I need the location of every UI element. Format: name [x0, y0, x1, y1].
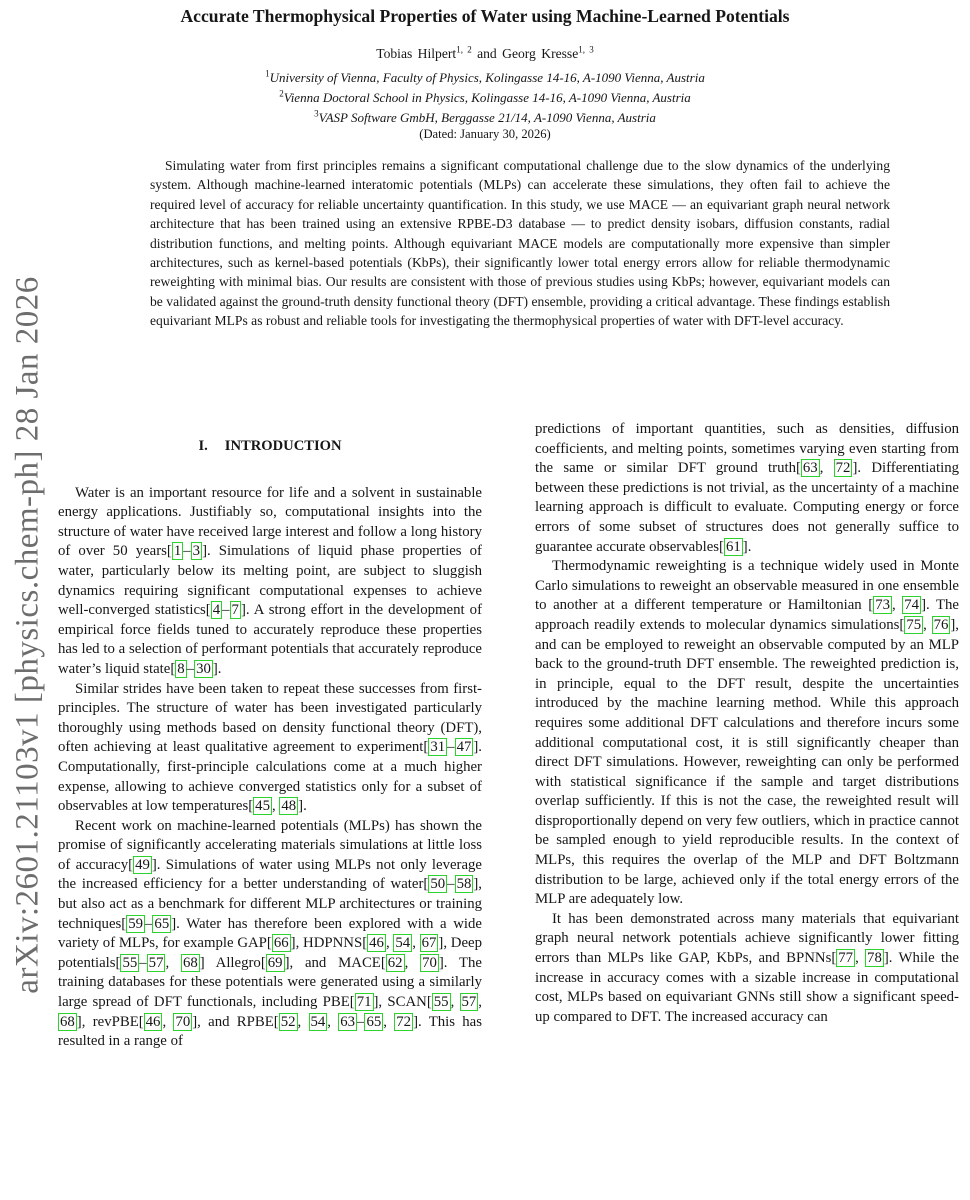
citation-link[interactable]: 71 [356, 994, 372, 1011]
citation-link[interactable]: 67 [421, 935, 437, 952]
citation-link[interactable]: 76 [933, 616, 949, 633]
affiliation-text: University of Vienna, Faculty of Physics, Kolingasse 14-16, A-1090 Vienna, Austria [269, 70, 705, 85]
section-title: INTRODUCTION [224, 438, 342, 454]
author-name: Georg Kresse [502, 46, 579, 61]
citation-link[interactable]: 7 [231, 602, 239, 619]
affiliations [0, 68, 970, 127]
citation-link[interactable]: 54 [395, 935, 411, 952]
citation-link[interactable]: 55 [433, 994, 449, 1011]
citation-link[interactable]: 58 [456, 876, 472, 893]
body-paragraph: Recent work on machine-learned potentials (MLPs) has shown the promise of significantly accelerating materials simulations at little loss of accuracy[ 49 ]. Simulations of water using MLPs not only leverage the increased efficiency for a better understanding of water[ 50 – 58 ], but also act as a benchmark for different MLP architectures or training techniques[ 59 – 65 ]. Water has therefore been explored with a wide variety of MLPs, for example GAP[ 66 ], HDPNNS[ 46 , 54 , 67 ], Deep potentials[ 55 – 57 , 68 ] Allegro[ 69 ], and MACE[ 62 , 70 ]. The training databases for these potentials were generated using a similarly large spread of DFT functionals, including PBE[ 71 ], SCAN[ 55 , 57 , 68 ], revPBE[ 46 , 70 ], and RPBE[ 52 , 54 , 63 – 65 , 72 ]. This has resulted in a range of [58, 817, 483, 1050]
affiliation-text: Vienna Doctoral School in Physics, Kolingasse 14-16, A-1090 Vienna, Austria [283, 89, 691, 105]
citation-link[interactable]: 77 [838, 950, 854, 967]
right-column [535, 420, 959, 1027]
citation-link[interactable]: 47 [456, 739, 472, 756]
citation-link[interactable]: 62 [387, 954, 403, 971]
citation-link[interactable]: 48 [281, 798, 297, 815]
citation-link[interactable]: 73 [875, 597, 890, 614]
citation-link[interactable]: 50 [430, 876, 446, 893]
section-heading [58, 437, 482, 457]
authors-line: Tobias Hilpert$^{1, 2}$ and Georg Kresse$^{1, 3}$ [376, 44, 594, 61]
citation-link[interactable]: 49 [135, 856, 150, 873]
author-name: Tobias Hilpert [376, 46, 457, 61]
citation-link[interactable]: 8 [177, 660, 185, 677]
paper-title: Accurate Thermophysical Properties of Water using Machine-Learned Potentials [180, 6, 790, 26]
citation-link[interactable]: 72 [396, 1013, 412, 1030]
citation-link[interactable]: 55 [122, 954, 138, 971]
citation-link[interactable]: 65 [366, 1013, 382, 1030]
citation-link[interactable]: 46 [145, 1013, 161, 1030]
citation-link[interactable]: 70 [422, 954, 437, 971]
citation-link[interactable]: 72 [835, 460, 851, 477]
citation-link[interactable]: 74 [904, 597, 920, 614]
affiliation-marker: 2 [279, 88, 284, 99]
citation-link[interactable]: 3 [192, 543, 201, 560]
citation-link[interactable]: 63 [340, 1013, 356, 1030]
author-affiliation-marker: 1, 2 [456, 44, 472, 55]
citation-link[interactable]: 70 [175, 1013, 191, 1030]
left-column-paragraphs [58, 484, 482, 1052]
citation-link[interactable]: 46 [369, 935, 384, 952]
citation-link[interactable]: 69 [267, 954, 283, 971]
affiliation-marker: 3 [314, 108, 319, 119]
section-number: I. [198, 438, 208, 454]
affiliation-line [0, 108, 970, 128]
citation-link[interactable]: 4 [212, 602, 221, 619]
body-paragraph: Water is an important resource for life and a solvent in sustainable energy applications. Justifiably so, computational insights into the structure of water have received large interest and follow a long history of over 50 years[ 1 – 3 ]. Simulations of liquid phase properties of water, particularly below its melting point, are subject to sluggish dynamics requiring significant computational expenses to achieve well-converged statistics[ 4 – 7 ]. A strong effort in the development of empirical force fields tuned to accurately reproduce these properties has led to a selection of performant potentials that accurately reproduce water’s liquid state[ 8 – 30 ]. [58, 484, 482, 677]
citation-link[interactable]: 68 [60, 1013, 75, 1030]
citation-link[interactable]: 65 [154, 915, 170, 932]
citation-link[interactable]: 59 [128, 915, 144, 932]
citation-link[interactable]: 78 [867, 950, 882, 967]
left-column [58, 430, 482, 1052]
citation-link[interactable]: 57 [148, 954, 164, 971]
date-line: (Dated: January 30, 2026) [419, 127, 551, 141]
citation-link[interactable]: 45 [255, 798, 270, 815]
citation-link[interactable]: 54 [310, 1013, 326, 1030]
citation-link[interactable]: 75 [906, 616, 922, 633]
citation-link[interactable]: 66 [273, 935, 289, 952]
affiliation-marker: 1 [265, 68, 270, 79]
body-paragraph: Similar strides have been taken to repeat these successes from first-principles. The structure of water has been investigated particularly thoroughly using methods based on density functional theory (DFT), often achieving at least qualitative agreement to experiment[ 31 – 47 ]. Computationally, first-principle calculations come at a much higher expense, allowing to achieve converged statistics only for a subset of observables at low temperatures[ 45 , 48 ]. [58, 680, 482, 815]
affiliation-text: VASP Software GmbH, Berggasse 21/14, A-1090 Vienna, Austria [318, 109, 656, 125]
citation-link[interactable]: 52 [280, 1013, 296, 1030]
citation-link[interactable]: 1 [173, 543, 182, 560]
citation-link[interactable]: 63 [802, 460, 818, 477]
affiliation-line [0, 68, 970, 88]
body-paragraph: Thermodynamic reweighting is a technique widely used in Monte Carlo simulations to reweight an observable measured in one ensemble to another at a different temperature or Hamiltonian [ 73 , 74 ]. The approach readily extends to molecular dynamics simulations[ 75 , 76 ], and can be employed to reweight an observable computed by an MLP back to the ground-truth DFT ensemble. The reweighted prediction is, in principle, equal to the DFT result, despite the uncertainties introduced by the machine learning method. While this approach requires some additional DFT calculations and therefore incurs some additional computational cost, it is still significantly cheaper than direct DFT simulations. However, reweighting can only be performed with statistical significance if the sample and target distributions overlap sufficiently. If this is not the case, the reweighted result will disproportionally depend on very few outliers, which in practice cannot be sampled enough to yield reproducible results. In the context of MLPs, this requires the overlap of the MLP and DFT Boltzmann distribution to be large, achieved only if the total energy errors of the MLP are adequately low. [535, 558, 959, 908]
citation-link[interactable]: 30 [196, 660, 211, 677]
citation-link[interactable]: 57 [461, 994, 477, 1011]
affiliation-line [0, 88, 970, 108]
arxiv-watermark: arXiv:2601.21103v1 [physics.chem-ph] 28 Jan 2026 [9, 276, 46, 994]
citation-link[interactable]: 61 [725, 538, 741, 555]
body-paragraph: predictions of important quantities, such as densities, diffusion coefficients, and melting points, sometimes varying even starting from the same or similar DFT ground truth[ 63 , 72 ]. Differentiating between these predictions is not trivial, as the uncertainty of a machine learning approach is difficult to evaluate. Computing energy or force errors of some subset of structures does not generally suffice to guarantee accurate observables[ 61 ]. [535, 421, 959, 555]
citation-link[interactable]: 31 [430, 739, 446, 756]
citation-link[interactable]: 68 [182, 954, 198, 971]
abstract-text: Simulating water from first principles remains a significant computational challenge due to the slow dynamics of the underlying system. Although machine-learned interatomic potentials (MLPs) can accelerate these simulations, they often fail to achieve the required level of accuracy for reliable uncertainty quantification. In this study, we use MACE — an equivariant graph neural network architecture that has been trained using an extensive RPBE-D3 database — to predict density isobars, diffusion constants, radial distribution functions, and melting points. Although equivariant MACE models are computationally more expensive than simpler architectures, such as kernel-based potentials (KbPs), their significantly lower total energy errors allow for reliable thermodynamic reweighting with minimal bias. Our results are consistent with those of previous studies using KbPs; however, equivariant models can be validated against the ground-truth density functional theory (DFT) ensemble, providing a critical advantage. These findings establish equivariant MLPs as robust and reliable tools for investigating the thermophysical properties of water with DFT-level accuracy. [150, 158, 890, 329]
author-affiliation-marker: 1, 3 [578, 44, 594, 55]
body-paragraph: It has been demonstrated across many materials that equivariant graph neural network potentials achieve significantly lower fitting errors than MLPs like GAP, KbPs, and BPNNs[ 77 , 78 ]. While the increase in accuracy comes with a sizable increase in computational cost, MLPs based on equivariant GNNs still show a significant speed-up compared to DFT. The increased accuracy can [535, 910, 959, 1025]
